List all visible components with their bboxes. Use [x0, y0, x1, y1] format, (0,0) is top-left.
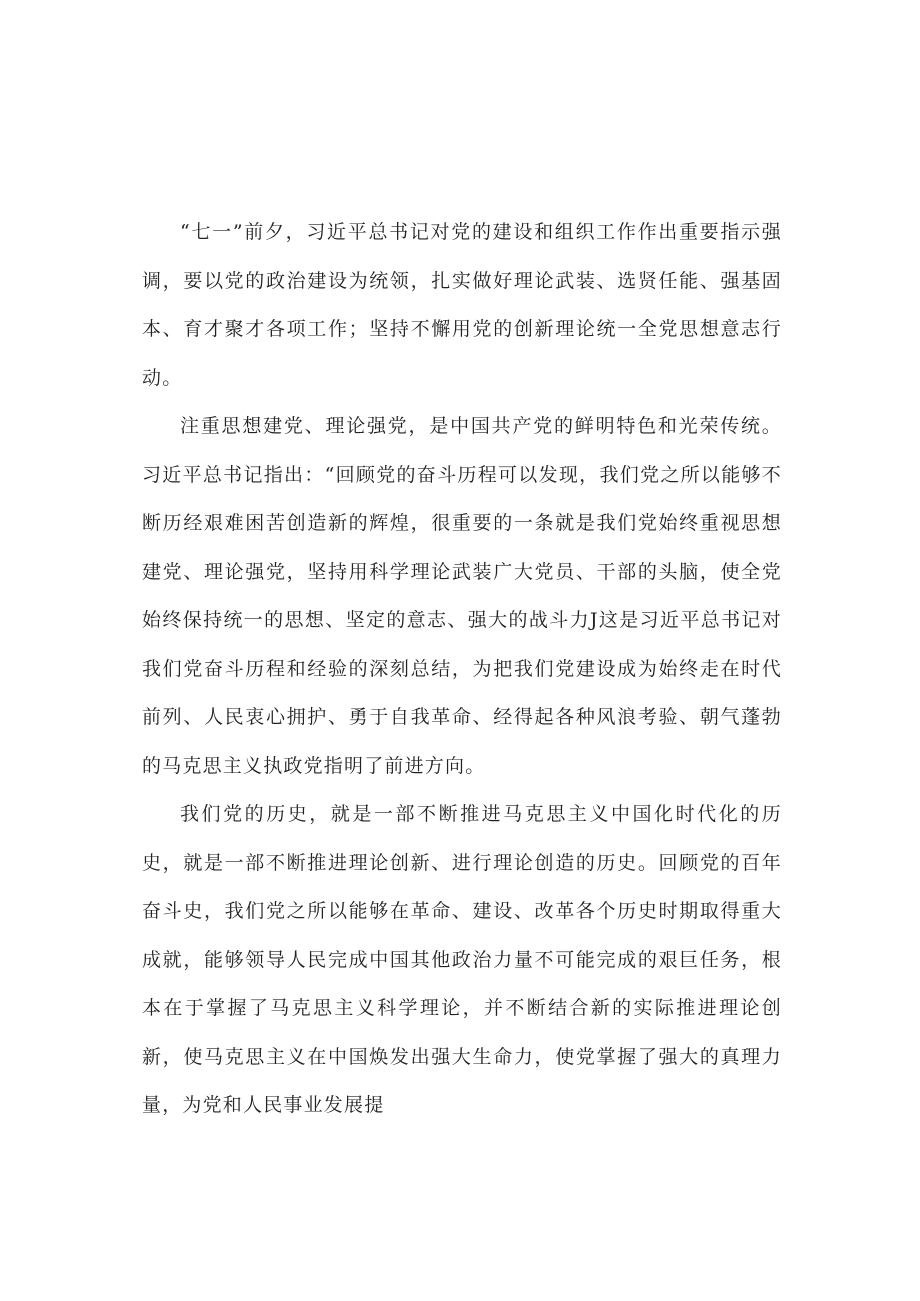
paragraph-2: 注重思想建党、理论强党，是中国共产党的鲜明特色和光荣传统。习近平总书记指出：“回顾党的奋斗历程可以发现，我们党之所以能够不断历经艰难困苦创造新的辉煌，很重要的一条就是我们党始终重视思想建党、理论强党，坚持用科学理论武装广大党员、干部的头脑，使全党始终保持统一的思想、坚定的意志、强大的战斗力J这是习近平总书记对我们党奋斗历程和经验的深刻总结，为把我们党建设成为始终走在时代前列、人民衷心拥护、勇于自我革命、经得起各种风浪考验、朝气蓬勃的马克思主义执政党指明了前进方向。 [142, 415, 782, 777]
paragraph-3: 我们党的历史，就是一部不断推进马克思主义中国化时代化的历史，就是一部不断推进理论创新、进行理论创造的历史。回顾党的百年奋斗史，我们党之所以能够在革命、建设、改革各个历史时期取得重大成就，能够领导人民完成中国其他政治力量不可能完成的艰巨任务，根本在于掌握了马克思主义科学理论，并不断结合新的实际推进理论创新，使马克思主义在中国焕发出强大生命力，使党掌握了强大的真理力量，为党和人民事业发展提 [142, 803, 782, 1116]
paragraph-1: “七一”前夕，习近平总书记对党的建设和组织工作作出重要指示强调，要以党的政治建设为统领，扎实做好理论武装、选贤任能、强基固本、育才聚才各项工作；坚持不懈用党的创新理论统一全党思想意志行动。 [142, 221, 782, 389]
document-body [142, 208, 782, 1130]
